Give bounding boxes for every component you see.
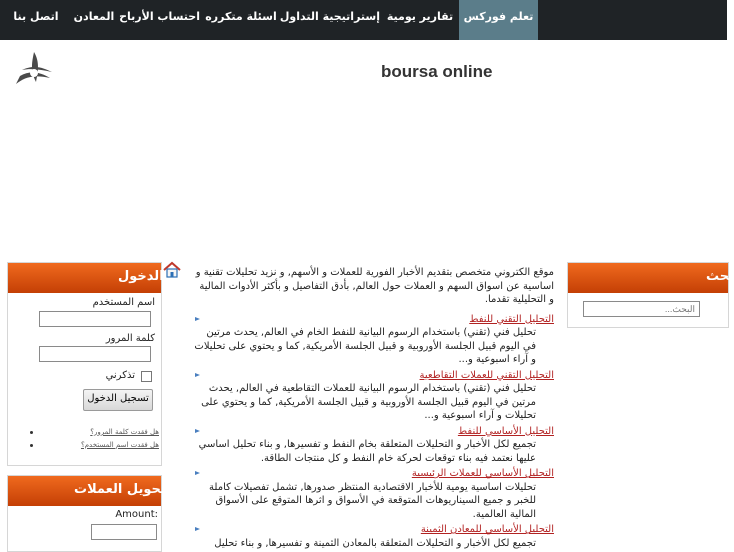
forgot-username-link[interactable]: هل فقدت اسم المستخدم؟ (80, 441, 159, 449)
article-summary: تحليل فني (تقني) باستخدام الرسوم البيانية للنفط الخام في العالم, يحدث مرتين في اليوم قبيل الجلسة الأوروبية و قبيل الجلسة الأمريكية, كما و يحتوي على تحليلات و آراء اسبوعية و... (194, 327, 536, 365)
article-item (194, 467, 554, 521)
currency-converter-title: تحويل العملات (74, 482, 166, 497)
currency-converter-module (7, 475, 166, 552)
arrow-bullet-icon (194, 525, 202, 533)
search-module-title: بحث (706, 269, 734, 284)
nav-item-metals[interactable]: المعادن (73, 10, 115, 23)
article-summary: تحليلات اساسية يومية للأخبار الاقتصادية المنتظر صدورها, تشمل تفصيلات كاملة للخبر و جميع السيناريوهات المتوقعة في الأسواق و اثرها المتوقع على الأسواق المالية العالمية. (209, 481, 536, 520)
home-icon[interactable] (163, 262, 181, 278)
arrow-bullet-icon (194, 315, 202, 323)
article-link[interactable]: التحليل الأساسي للعملات الرئيسية (411, 468, 554, 479)
username-input[interactable] (39, 311, 151, 327)
article-item (194, 313, 554, 367)
amount-input[interactable] (91, 524, 157, 540)
remember-me-checkbox[interactable] (141, 371, 152, 382)
article-summary: تجميع لكل الأخبار و التحليلات المتعلقة بالمعادن الثمينة و تفسيرها, و بناء تحليل (214, 537, 536, 549)
article-item (194, 425, 554, 466)
currency-converter-header (8, 476, 166, 506)
login-module (7, 262, 162, 466)
nav-item-contact[interactable]: اتصل بنا (13, 10, 59, 23)
article-item (194, 369, 554, 423)
top-navigation (0, 0, 727, 40)
list-bullet (30, 431, 33, 434)
article-summary: تحليل فني (تقني) باستخدام الرسوم البيانية للعملات التقاطعية في العالم, يحدث مرتين في اليوم قبيل الجلسة الأوروبية و قبيل الجلسة الأمريكية, كما و يحتوي على تحليلات و آراء اسبوعية و... (201, 383, 536, 421)
amount-label: Amount: (115, 509, 158, 520)
arrow-bullet-icon (194, 371, 202, 379)
article-link[interactable]: التحليل الأساسي للمعادن الثمينة (420, 524, 554, 535)
site-title: boursa online (381, 62, 493, 81)
search-module-header (568, 263, 734, 293)
nav-item-trading-strategy[interactable]: إستراتيجية التداول (279, 10, 380, 23)
nav-item-daily-reports[interactable]: تقارير يومية (386, 10, 454, 23)
remember-me-label: تذكرني (105, 370, 135, 381)
login-button[interactable]: تسجيل الدخول (83, 389, 153, 411)
arrow-bullet-icon (194, 427, 202, 435)
nav-item-faq[interactable]: اسئلة متكرره (205, 10, 277, 23)
intro-text: موقع الكتروني متخصص بتقديم الأخبار الفورية للعملات و الأسهم, و نزيد تحليلات تقنية و اساسية عن اسواق السهم و العملات حول العالم, بأدق التفاصيل و بأكثر الأدوات المالية و التحليلية تقدما. (195, 267, 554, 305)
password-label: كلمة المرور (105, 333, 155, 344)
nav-item-profit-calculator[interactable]: احتساب الأرباح (119, 10, 200, 23)
article-link[interactable]: التحليل التقني للعملات التقاطعية (419, 369, 554, 381)
login-module-header (8, 263, 164, 293)
article-summary: تجميع لكل الأخبار و التحليلات المتعلقة بخام النفط و تفسيرها, و بناء تحليل اساسي عليها نعتمد فيه بناء توقعات لحركة خام النفط و كل منتجات الطاقة. (198, 439, 536, 464)
login-module-title: الدخول (118, 269, 164, 284)
article-link[interactable]: التحليل التقني للنفط (469, 313, 554, 325)
forgot-password-link[interactable]: هل فقدت كلمة المرور؟ (90, 428, 159, 436)
main-content (194, 266, 554, 552)
search-input[interactable] (583, 301, 700, 317)
logo-icon (10, 48, 56, 90)
password-input[interactable] (39, 346, 151, 362)
search-module (567, 262, 734, 328)
arrow-bullet-icon (194, 469, 202, 477)
username-label: اسم المستخدم (92, 297, 155, 308)
list-bullet (30, 444, 33, 447)
nav-item-learn-forex[interactable]: تعلم فوركس (459, 0, 538, 40)
article-item (194, 523, 554, 550)
article-link[interactable]: التحليل الأساسي للنفط (457, 425, 554, 437)
